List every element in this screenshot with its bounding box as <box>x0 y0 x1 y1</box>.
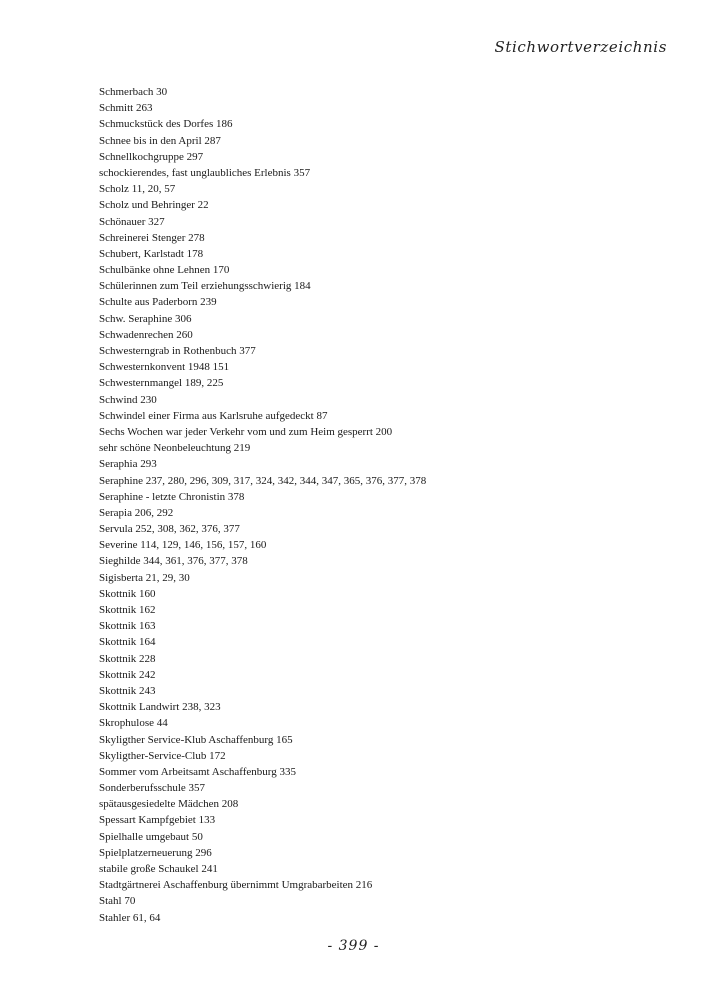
index-entry: Schwindel einer Firma aus Karlsruhe aufgedeckt 87 <box>99 409 328 422</box>
index-entry: Skyligther-Service-Club 172 <box>99 749 226 762</box>
index-entry: Schulte aus Paderborn 239 <box>99 296 217 309</box>
index-entry: Schwesternmangel 189, 225 <box>99 377 224 390</box>
index-entry: Scholz 11, 20, 57 <box>99 183 176 196</box>
index-entry: Sigisberta 21, 29, 30 <box>99 571 190 584</box>
index-entry: Skottnik 164 <box>99 636 156 649</box>
index-entry: Skyligther Service-Klub Aschaffenburg 165 <box>99 733 293 746</box>
index-entry: stabile große Schaukel 241 <box>99 863 218 875</box>
index-entry: Schwesternkonvent 1948 151 <box>99 361 230 374</box>
page-header-title: Stichwortverzeichnis <box>494 38 667 56</box>
index-entry: Skottnik 228 <box>99 652 156 665</box>
index-entry: Spielhalle umgebaut 50 <box>99 830 203 843</box>
index-entry: Skottnik Landwirt 238, 323 <box>99 701 221 714</box>
index-entry: Seraphia 293 <box>99 458 157 471</box>
index-entry: Schulbänke ohne Lehnen 170 <box>99 264 230 277</box>
index-entry: Stahler 61, 64 <box>99 911 161 924</box>
index-entry-list <box>99 84 659 926</box>
index-entry: schockierendes, fast unglaubliches Erlebnis 357 <box>99 166 311 179</box>
index-entry: Skottnik 243 <box>99 684 156 697</box>
page-number: - 399 - <box>327 938 380 954</box>
index-entry: Stadtgärtnerei Aschaffenburg übernimmt Umgrabarbeiten 216 <box>99 879 373 892</box>
index-entry: Schw. Seraphine 306 <box>99 312 192 325</box>
index-entry: Seraphine - letzte Chronistin 378 <box>99 490 245 503</box>
index-entry: Skottnik 242 <box>99 668 156 681</box>
index-entry: Skottnik 163 <box>99 620 156 633</box>
index-entry: Schubert, Karlstadt 178 <box>99 247 204 260</box>
index-entry: Sonderberufsschule 357 <box>99 782 206 795</box>
index-entry: Stahl 70 <box>99 895 136 908</box>
index-entry: Skrophulose 44 <box>99 717 168 730</box>
index-entry: Schülerinnen zum Teil erziehungsschwierig 184 <box>99 280 311 293</box>
index-entry: Seraphine 237, 280, 296, 309, 317, 324, 342, 344, 347, 365, 376, 377, 378 <box>99 474 427 487</box>
index-entry: Sommer vom Arbeitsamt Aschaffenburg 335 <box>99 765 296 778</box>
index-entry: Schönauer 327 <box>99 215 165 228</box>
index-entry: Sechs Wochen war jeder Verkehr vom und zum Heim gesperrt 200 <box>99 425 393 438</box>
index-entry: Skottnik 160 <box>99 587 156 600</box>
index-entry: Severine 114, 129, 146, 156, 157, 160 <box>99 539 267 552</box>
index-entry: Schwind 230 <box>99 393 157 406</box>
index-entry: Schwadenrechen 260 <box>99 328 193 341</box>
index-entry: Spessart Kampfgebiet 133 <box>99 814 216 827</box>
index-entry: Schmerbach 30 <box>99 86 168 98</box>
index-entry: Skottnik 162 <box>99 604 156 616</box>
index-entry: Serapia 206, 292 <box>99 506 174 519</box>
index-entry: Schreinerei Stenger 278 <box>99 231 205 244</box>
index-entry: Spielplatzerneuerung 296 <box>99 846 212 859</box>
index-entry: Schwesterngrab in Rothenbuch 377 <box>99 345 256 357</box>
index-entry: Sieghilde 344, 361, 376, 377, 378 <box>99 555 248 568</box>
index-entry: Schmitt 263 <box>99 102 153 115</box>
index-entry: spätausgesiedelte Mädchen 208 <box>99 798 239 811</box>
index-entry: Scholz und Behringer 22 <box>99 199 209 212</box>
index-entry: Schnellkochgruppe 297 <box>99 150 204 163</box>
index-entry: Schmuckstück des Dorfes 186 <box>99 118 233 131</box>
index-entry: Schnee bis in den April 287 <box>99 134 221 147</box>
index-entry: sehr schöne Neonbeleuchtung 219 <box>99 442 251 455</box>
index-entry: Servula 252, 308, 362, 376, 377 <box>99 523 240 536</box>
